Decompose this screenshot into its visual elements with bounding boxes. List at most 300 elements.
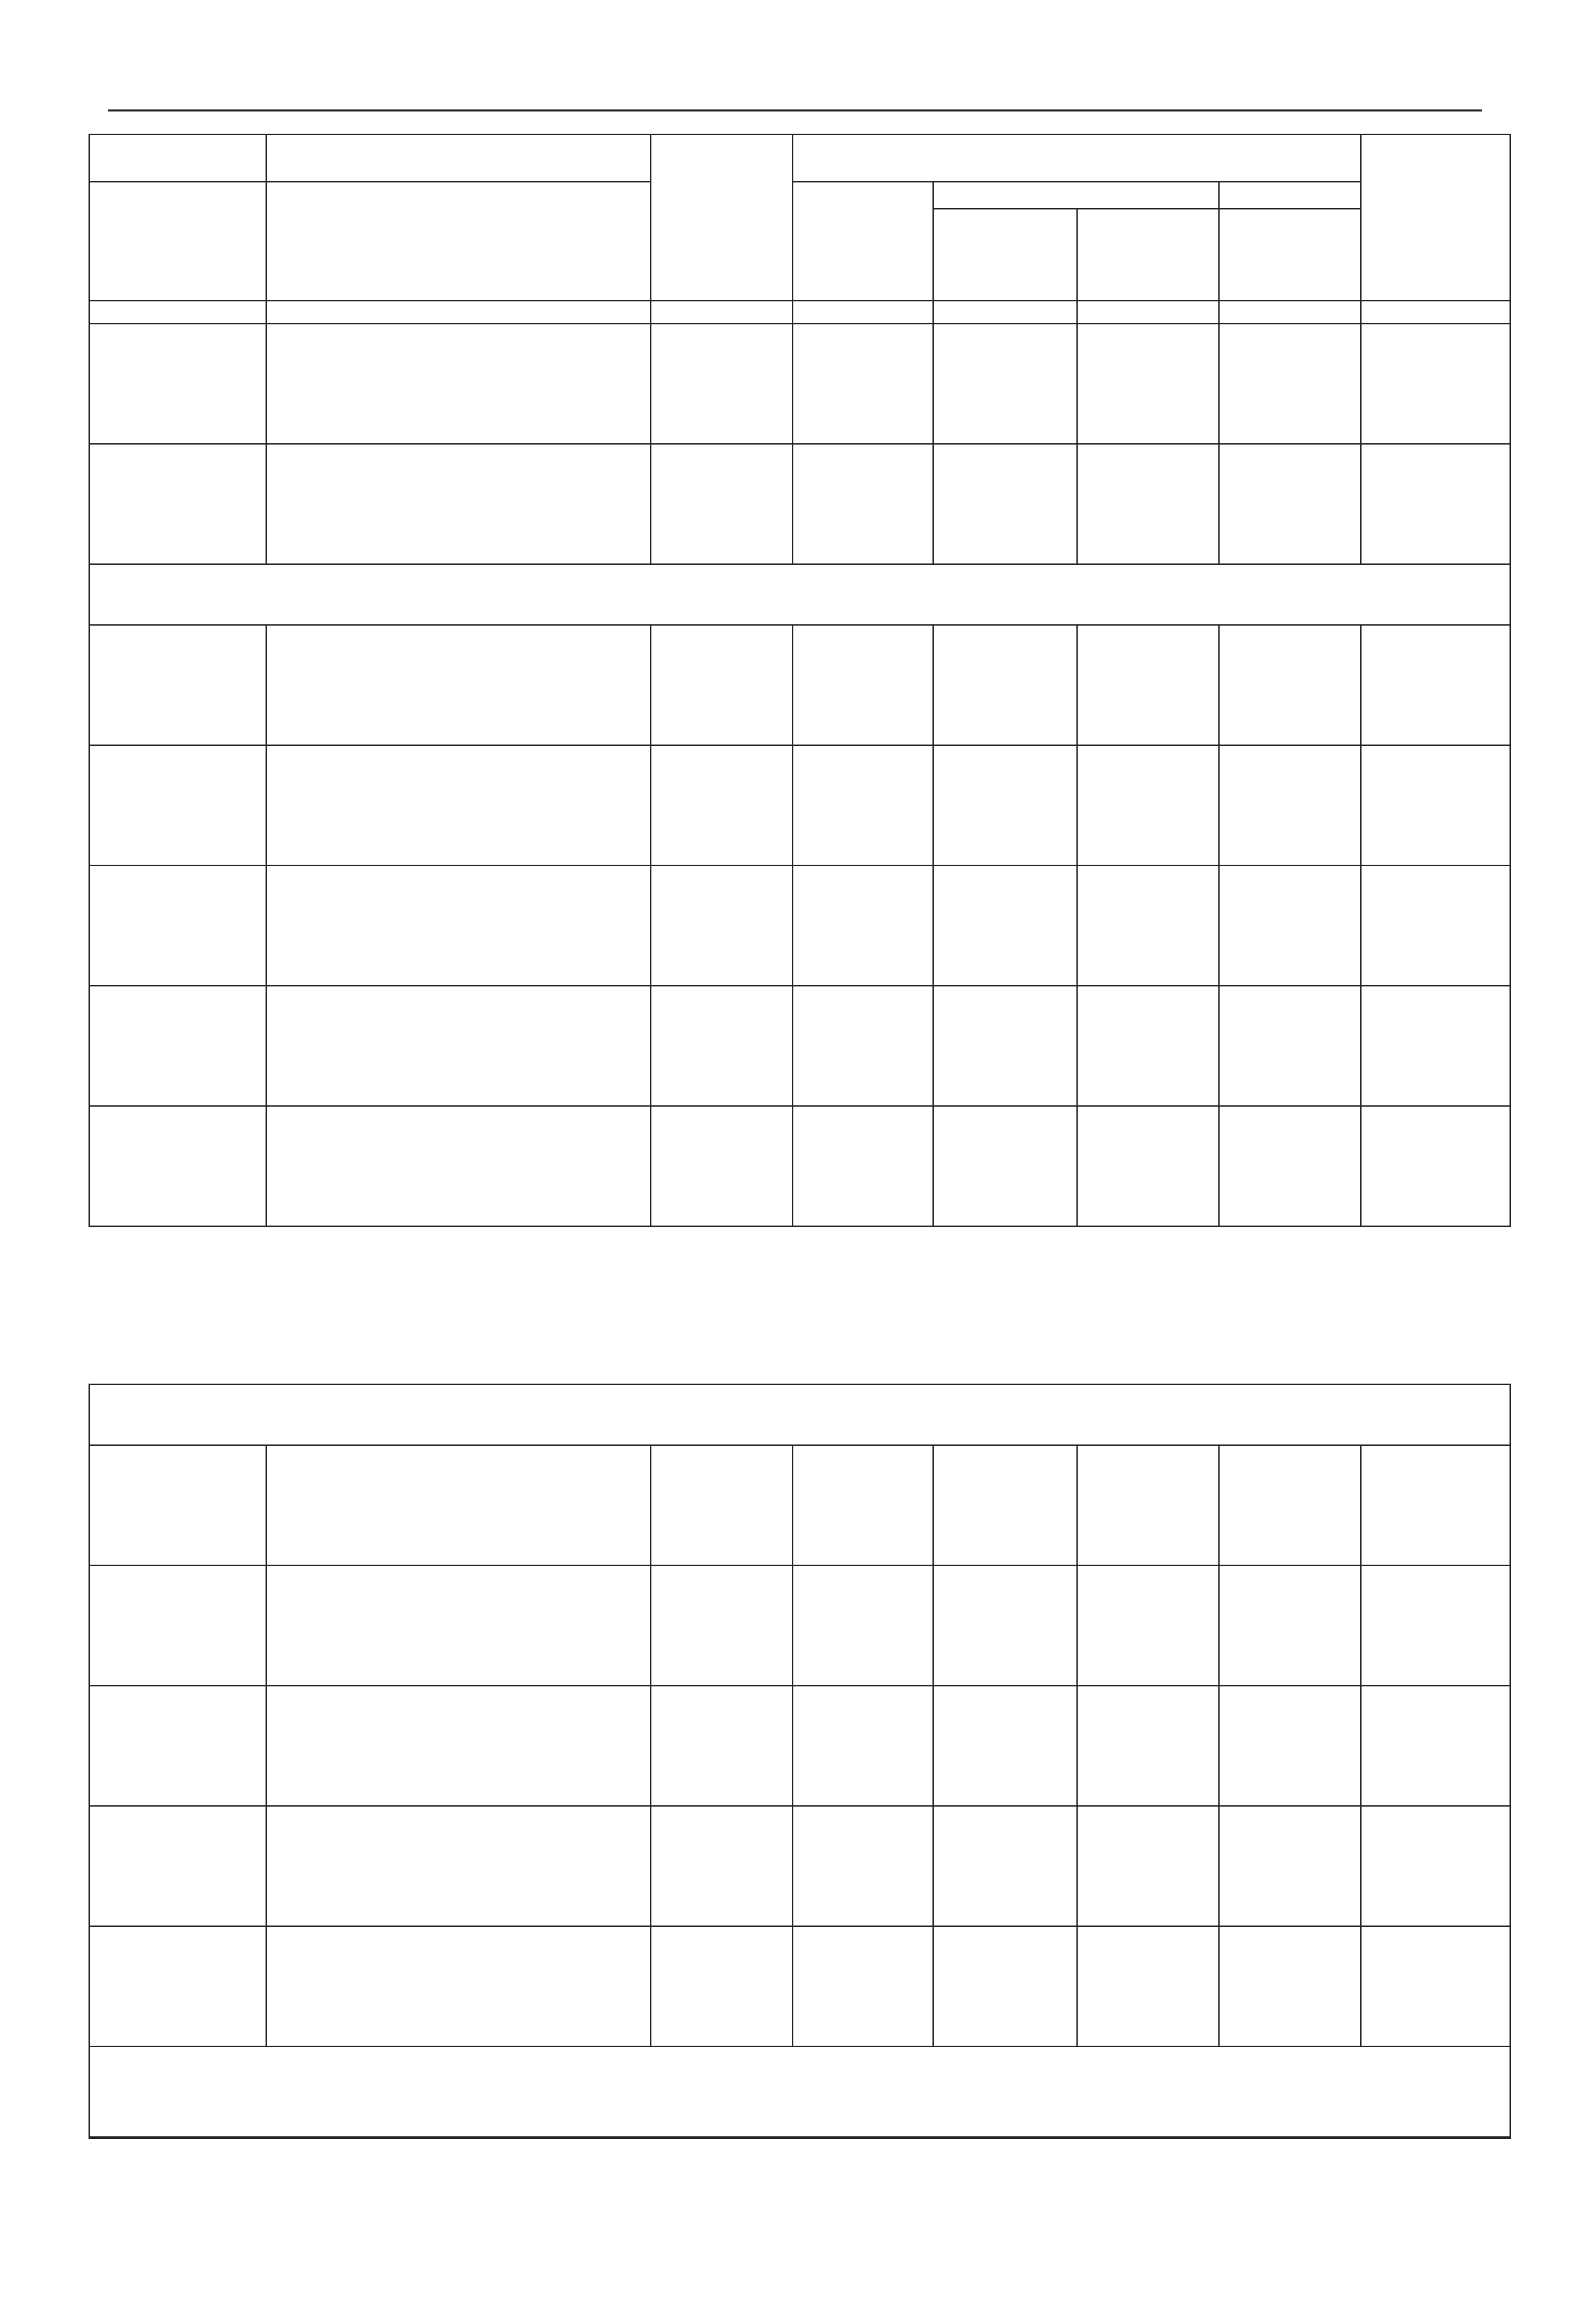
rate-code (90, 1927, 266, 1957)
direct-cost (651, 1686, 792, 1716)
dash (1078, 896, 1218, 926)
labor-hours-cell (1361, 324, 1510, 444)
rate-name (267, 324, 650, 354)
rate-name (267, 626, 650, 655)
table-row (89, 1565, 1510, 1686)
labor-pay (793, 1927, 932, 1957)
materials-cost (1219, 2137, 1361, 2138)
machines-total (933, 2137, 1077, 2138)
machines-total (934, 626, 1076, 655)
dash (934, 896, 1076, 926)
rate-code (90, 324, 266, 354)
dash (934, 1476, 1076, 1505)
section-heading (89, 2046, 1510, 2137)
dash (1078, 1957, 1218, 1986)
rate-code (90, 866, 266, 896)
material-code (90, 776, 266, 805)
rate-code (90, 1566, 266, 1596)
labor-pay-cell (793, 1106, 933, 1226)
material-desc-line1 (267, 1836, 650, 1866)
materials-cost-cell (1219, 986, 1361, 1106)
dash (1362, 776, 1510, 805)
material-desc-line1 (267, 1136, 650, 1166)
machines-total (934, 1927, 1076, 1957)
machines-total-cell (933, 745, 1077, 865)
machines-total (934, 1807, 1076, 1836)
machinists-pay-cell (1077, 1565, 1219, 1686)
rates-table-upper (89, 134, 1511, 1227)
dash (1362, 354, 1510, 384)
head-col7 (1219, 209, 1361, 301)
direct-cost-cell (651, 1445, 793, 1565)
materials-cost (1220, 445, 1360, 474)
rate-name-cell (266, 324, 651, 444)
rate-code-cell (89, 444, 266, 564)
head-col4 (793, 182, 933, 301)
machines-total (934, 986, 1076, 1016)
rate-name-cell (266, 745, 651, 865)
dash (1362, 1016, 1510, 1046)
machines-total-cell (933, 1106, 1077, 1226)
table-row-last (89, 2137, 1510, 2138)
machinists-pay (1077, 2137, 1219, 2138)
rate-code (90, 1686, 266, 1716)
rate-code-cell (89, 324, 266, 444)
machinists-pay (1078, 1807, 1218, 1836)
rate-name (267, 1107, 650, 1136)
material-desc-line3 (267, 835, 650, 865)
material-desc-line1 (267, 474, 650, 504)
machines-total-cell (933, 1926, 1077, 2046)
head-incl (793, 134, 1361, 182)
material-code (90, 1136, 266, 1166)
design-mark (1220, 655, 1360, 685)
materials-cost (1220, 1927, 1360, 1957)
rate-name (267, 1807, 650, 1836)
machinists-pay (1078, 866, 1218, 896)
section-heading (89, 564, 1510, 625)
rate-name (267, 1927, 650, 1957)
labor-hours-cell (1361, 865, 1510, 986)
rate-code-cell (89, 865, 266, 986)
labor-pay (793, 866, 932, 896)
machines-total-cell (933, 986, 1077, 1106)
machinists-pay (1078, 1107, 1218, 1136)
rate-code-cell (89, 1686, 266, 1806)
labor-hours-cell (1361, 1926, 1510, 2046)
machines-total-cell (933, 444, 1077, 564)
material-code (90, 1596, 266, 1626)
dash (1078, 474, 1218, 504)
labor-hours (1362, 1107, 1510, 1136)
machinists-pay-cell (1077, 324, 1219, 444)
table-row (89, 1445, 1510, 1565)
material-desc-line1 (267, 1596, 650, 1626)
direct-cost (651, 986, 792, 1016)
dash (1078, 776, 1218, 805)
labor-hours (1362, 1686, 1510, 1716)
dash (1078, 1596, 1218, 1626)
material-code (90, 1836, 266, 1866)
material-code (90, 896, 266, 926)
direct-cost (651, 2137, 793, 2138)
labor-pay-cell (793, 625, 933, 745)
head-col2-bottom (266, 182, 651, 301)
col-num (933, 301, 1077, 324)
rate-name-cell (266, 1565, 651, 1686)
material-desc-line3 (267, 1076, 650, 1105)
labor-pay (793, 1446, 932, 1476)
materials-cost-cell (1219, 1565, 1361, 1686)
rate-code-cell (89, 1445, 266, 1565)
rate-name-cell (266, 865, 651, 986)
machinists-pay (1078, 1927, 1218, 1957)
materials-cost (1220, 1566, 1360, 1596)
labor-hours-cell (1361, 986, 1510, 1106)
design-mark (1220, 1596, 1360, 1626)
dash (1362, 1957, 1510, 1986)
rate-code (90, 1446, 266, 1476)
material-desc-line1 (267, 896, 650, 926)
machines-total-cell (933, 625, 1077, 745)
materials-cost (1220, 1686, 1360, 1716)
material-desc-line2 (267, 384, 650, 413)
material-desc-line2 (267, 1046, 650, 1076)
head-machines (933, 182, 1219, 209)
materials-cost-cell (1219, 444, 1361, 564)
machinists-pay (1078, 1686, 1218, 1716)
labor-pay (793, 1107, 932, 1136)
material-desc-line1 (267, 776, 650, 805)
dash (934, 1957, 1076, 1986)
table-row (89, 865, 1510, 986)
machinists-pay (1078, 324, 1218, 354)
materials-cost (1220, 1807, 1360, 1836)
rate-name (267, 866, 650, 896)
machinists-pay-cell (1077, 625, 1219, 745)
rate-code-cell (89, 745, 266, 865)
labor-pay-cell (793, 1445, 933, 1565)
material-code (90, 1716, 266, 1746)
material-desc-line1 (267, 354, 650, 384)
direct-cost (651, 626, 792, 655)
dash (1362, 1716, 1510, 1746)
labor-pay (793, 746, 932, 776)
rate-code (90, 1107, 266, 1136)
dash (793, 1136, 932, 1166)
col-num (1219, 301, 1361, 324)
direct-cost (651, 746, 792, 776)
dash (934, 776, 1076, 805)
dash (1078, 354, 1218, 384)
rates-table-lower (89, 1384, 1511, 2139)
rate-code (90, 445, 266, 474)
material-desc-line1 (267, 1957, 650, 1986)
machinists-pay-cell (1077, 745, 1219, 865)
rate-name (266, 2137, 651, 2138)
col-num (793, 301, 933, 324)
material-desc-line2 (267, 1746, 650, 1776)
machinists-pay (1078, 626, 1218, 655)
material-desc-line2 (267, 504, 650, 534)
direct-cost (651, 1927, 792, 1957)
material-desc-line3 (267, 534, 650, 563)
head-col6 (1077, 209, 1219, 301)
material-desc-line2 (267, 1166, 650, 1196)
material-desc-line1 (267, 1476, 650, 1505)
direct-cost-cell (651, 324, 793, 444)
direct-cost-cell (651, 986, 793, 1106)
labor-pay-cell (793, 1806, 933, 1926)
dash (1078, 1716, 1218, 1746)
design-mark (1220, 474, 1360, 504)
dash (1078, 1836, 1218, 1866)
table-row (89, 1106, 1510, 1226)
dash (934, 1836, 1076, 1866)
labor-pay-cell (793, 444, 933, 564)
machinists-pay-cell (1077, 1106, 1219, 1226)
section-heading-row (89, 564, 1510, 625)
materials-cost-cell (1219, 1445, 1361, 1565)
dash (934, 655, 1076, 685)
dash (1362, 896, 1510, 926)
dash (1078, 1476, 1218, 1505)
design-mark (1220, 1836, 1360, 1866)
direct-cost (651, 866, 792, 896)
head-col3 (651, 134, 793, 301)
rate-name-cell (266, 986, 651, 1106)
head-materials (1219, 182, 1361, 209)
direct-cost (651, 1446, 792, 1476)
col-num (266, 301, 651, 324)
materials-cost (1220, 1446, 1360, 1476)
rate-code-cell (89, 1806, 266, 1926)
dash (934, 354, 1076, 384)
machinists-pay-cell (1077, 1806, 1219, 1926)
labor-hours (1362, 1927, 1510, 1957)
labor-pay-cell (793, 1565, 933, 1686)
materials-cost-cell (1219, 865, 1361, 986)
dash (934, 1016, 1076, 1046)
table-row (89, 324, 1510, 444)
rate-code (90, 746, 266, 776)
materials-cost (1220, 1107, 1360, 1136)
direct-cost-cell (651, 1106, 793, 1226)
dash (793, 1836, 932, 1866)
table-row (89, 625, 1510, 745)
dash (1362, 655, 1510, 685)
materials-cost-cell (1219, 745, 1361, 865)
labor-hours-cell (1361, 1806, 1510, 1926)
machines-total-cell (933, 1445, 1077, 1565)
material-desc-line2 (267, 685, 650, 715)
machinists-pay-cell (1077, 1926, 1219, 2046)
machinists-pay (1078, 746, 1218, 776)
section-heading (89, 1384, 1510, 1445)
design-mark (1220, 1957, 1360, 1986)
machines-total (934, 866, 1076, 896)
machinists-pay (1078, 445, 1218, 474)
machines-total (934, 324, 1076, 354)
material-code (90, 1957, 266, 1986)
design-mark (1220, 354, 1360, 384)
machinists-pay-cell (1077, 1686, 1219, 1806)
dash (793, 354, 932, 384)
material-desc-line3 (267, 1196, 650, 1226)
dash (934, 474, 1076, 504)
rate-name (267, 986, 650, 1016)
direct-cost-cell (651, 865, 793, 986)
machines-total (934, 1686, 1076, 1716)
rate-code (89, 2137, 266, 2138)
materials-cost-cell (1219, 1806, 1361, 1926)
machines-total (934, 1107, 1076, 1136)
materials-cost (1220, 324, 1360, 354)
rate-name-cell (266, 1106, 651, 1226)
materials-cost-cell (1219, 1926, 1361, 2046)
direct-cost (651, 1107, 792, 1136)
head-col1-bottom (89, 182, 266, 301)
labor-hours (1362, 445, 1510, 474)
rate-code (90, 626, 266, 655)
materials-cost-cell (1219, 625, 1361, 745)
labor-hours (1362, 986, 1510, 1016)
dash (1362, 1476, 1510, 1505)
dash (934, 1596, 1076, 1626)
direct-cost (651, 1566, 792, 1596)
materials-cost-cell (1219, 1106, 1361, 1226)
materials-cost-cell (1219, 1686, 1361, 1806)
direct-cost-cell (651, 1565, 793, 1686)
rate-name (267, 1566, 650, 1596)
material-desc-line2 (267, 1505, 650, 1535)
col-num (1077, 301, 1219, 324)
labor-pay-cell (793, 1686, 933, 1806)
material-code (90, 474, 266, 504)
dash (934, 1716, 1076, 1746)
materials-cost (1220, 746, 1360, 776)
rate-code-cell (89, 1106, 266, 1226)
machinists-pay (1078, 986, 1218, 1016)
labor-hours (1362, 626, 1510, 655)
labor-hours (1362, 1446, 1510, 1476)
dash (1362, 1836, 1510, 1866)
machinists-pay-cell (1077, 986, 1219, 1106)
material-desc-line3 (267, 1896, 650, 1926)
material-desc-line3 (267, 715, 650, 745)
dash (1078, 1136, 1218, 1166)
section-heading-row (89, 2046, 1510, 2137)
direct-cost-cell (651, 1686, 793, 1806)
labor-pay (793, 1566, 932, 1596)
dash (793, 1596, 932, 1626)
material-desc-line1 (267, 1716, 650, 1746)
rate-name-cell (266, 625, 651, 745)
material-desc-line2 (267, 1626, 650, 1655)
col-num (1361, 301, 1510, 324)
material-desc-line3 (267, 955, 650, 985)
head-col2-top (266, 134, 651, 182)
rate-code-cell (89, 625, 266, 745)
direct-cost (651, 445, 792, 474)
rate-name (267, 746, 650, 776)
dash (1362, 1596, 1510, 1626)
labor-hours-cell (1361, 745, 1510, 865)
machinists-pay (1078, 1566, 1218, 1596)
labor-hours (1361, 2137, 1510, 2138)
dash (793, 1957, 932, 1986)
dash (1078, 655, 1218, 685)
rate-name (267, 1686, 650, 1716)
machines-total (934, 746, 1076, 776)
col-num (651, 301, 793, 324)
labor-hours-cell (1361, 1445, 1510, 1565)
machines-total-cell (933, 1565, 1077, 1686)
rate-code-cell (89, 986, 266, 1106)
direct-cost-cell (651, 1926, 793, 2046)
machines-total-cell (933, 865, 1077, 986)
labor-pay (793, 445, 932, 474)
table-row (89, 745, 1510, 865)
dash (793, 474, 932, 504)
direct-cost (651, 324, 792, 354)
labor-pay (793, 2137, 933, 2138)
labor-pay (793, 626, 932, 655)
machines-total (934, 1446, 1076, 1476)
labor-hours (1362, 746, 1510, 776)
labor-pay-cell (793, 865, 933, 986)
rate-code-cell (89, 1565, 266, 1686)
direct-cost-cell (651, 745, 793, 865)
dash (793, 896, 932, 926)
material-code (90, 354, 266, 384)
rate-name-cell (266, 1806, 651, 1926)
labor-hours-cell (1361, 1686, 1510, 1806)
material-desc-line3 (267, 1655, 650, 1685)
labor-pay (793, 986, 932, 1016)
labor-hours-cell (1361, 625, 1510, 745)
machinists-pay-cell (1077, 865, 1219, 986)
head-col5 (933, 209, 1077, 301)
machinists-pay-cell (1077, 1445, 1219, 1565)
material-code (90, 655, 266, 685)
machines-total (934, 445, 1076, 474)
rate-name (267, 1446, 650, 1476)
design-mark (1220, 1136, 1360, 1166)
material-desc-line3 (267, 1776, 650, 1805)
rate-name (267, 445, 650, 474)
dash (793, 1716, 932, 1746)
machines-total (934, 1566, 1076, 1596)
labor-hours-cell (1361, 1565, 1510, 1686)
labor-pay-cell (793, 745, 933, 865)
table-row (89, 986, 1510, 1106)
labor-pay (793, 1807, 932, 1836)
header-rule (108, 109, 1482, 111)
section-heading-row (89, 1384, 1510, 1445)
labor-hours (1362, 866, 1510, 896)
labor-hours (1362, 324, 1510, 354)
material-desc-line3 (267, 1535, 650, 1565)
rate-name-cell (266, 444, 651, 564)
direct-cost-cell (651, 1806, 793, 1926)
materials-cost-cell (1219, 324, 1361, 444)
dash (793, 1476, 932, 1505)
dash (1078, 1016, 1218, 1046)
labor-hours (1362, 1807, 1510, 1836)
rate-name-cell (266, 1686, 651, 1806)
table-row (89, 444, 1510, 564)
